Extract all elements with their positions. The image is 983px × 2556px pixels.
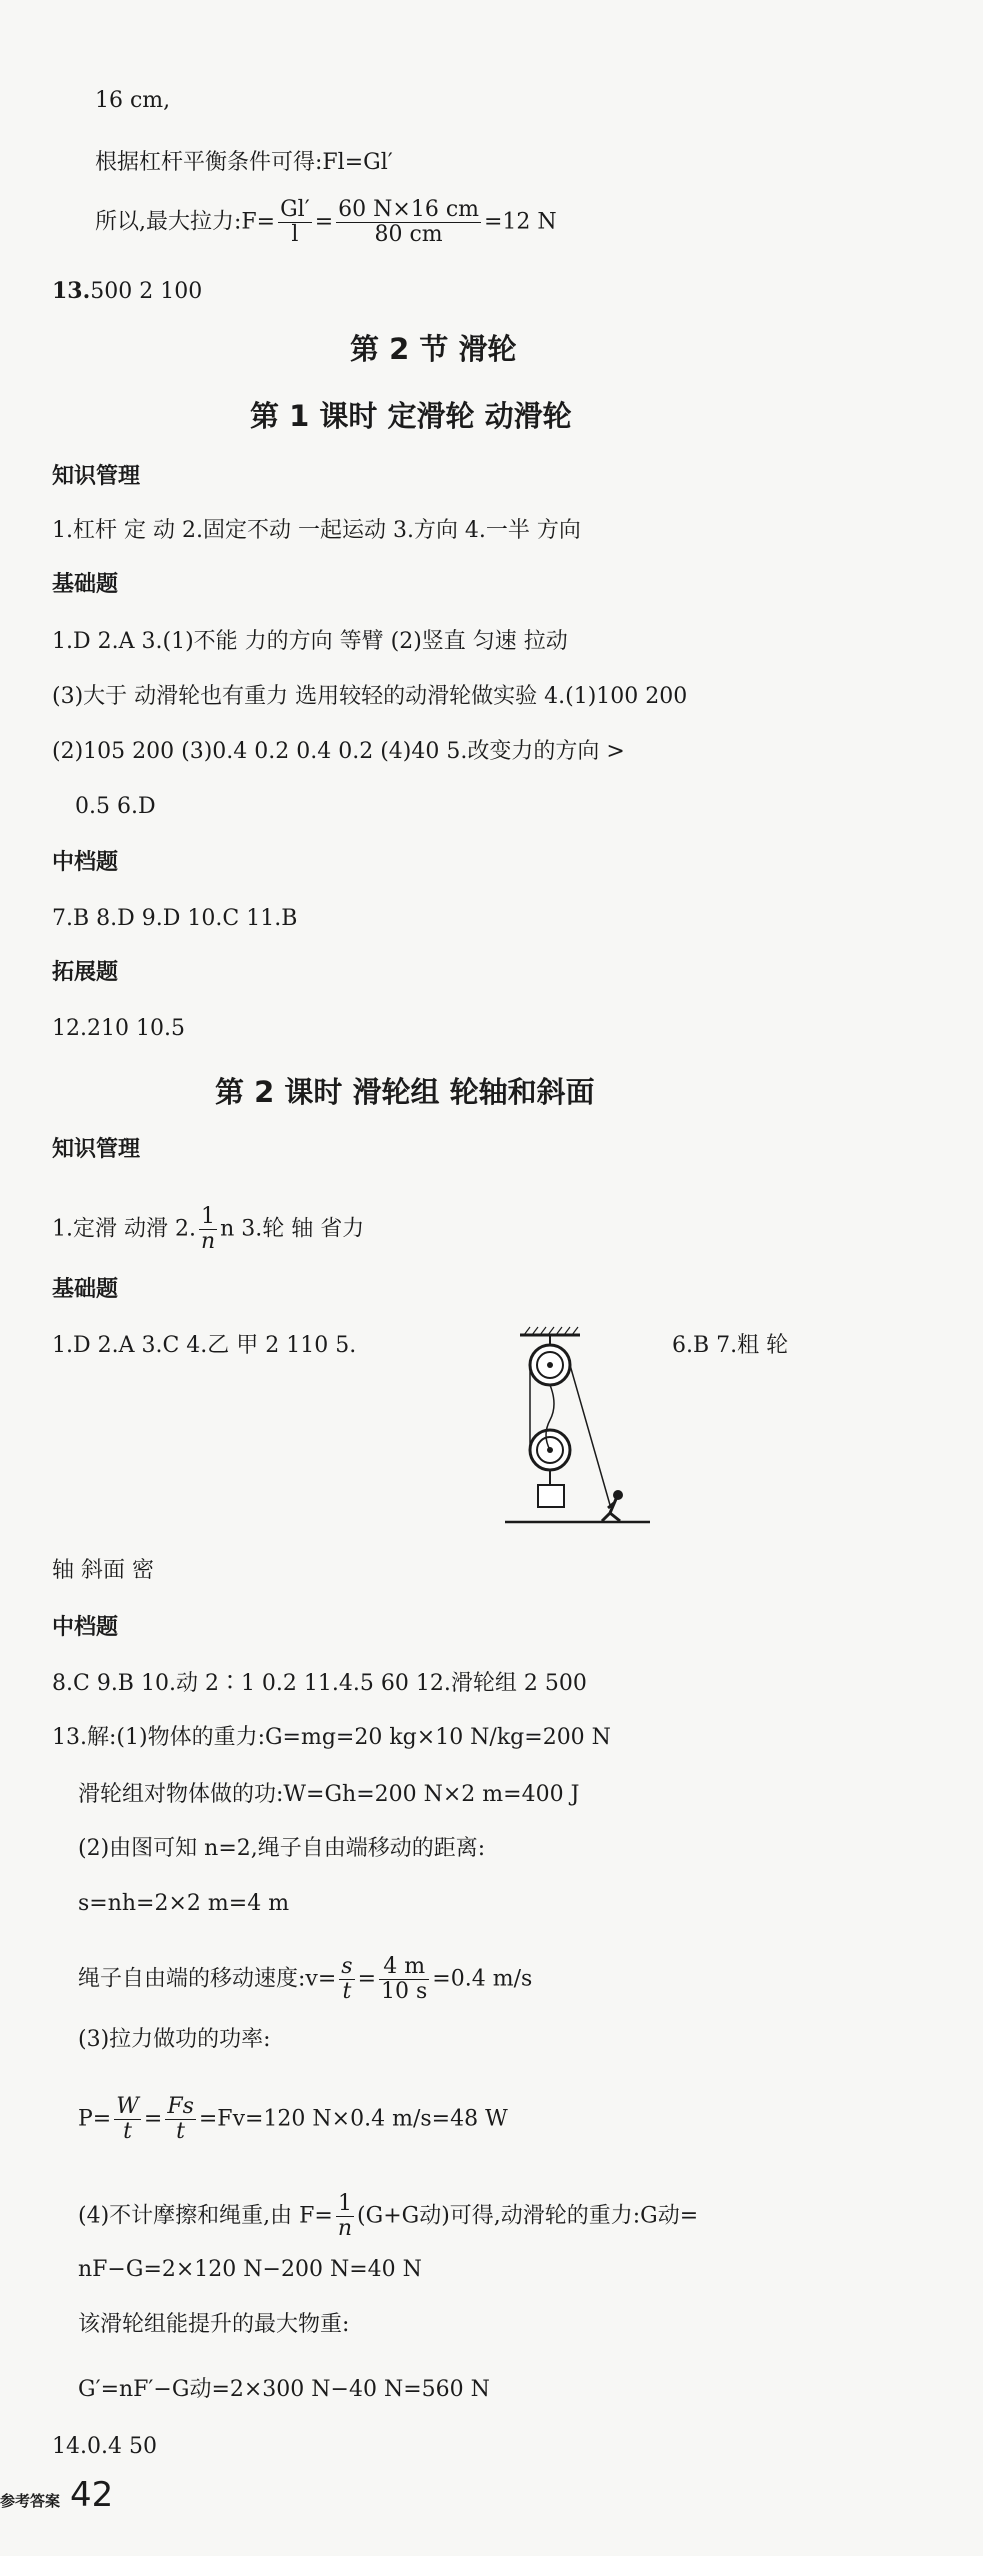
solution-line: 13.解:(1)物体的重力:G=mg=20 kg×10 N/kg=200 N — [52, 1725, 611, 1750]
pulley-diagram — [500, 1325, 660, 1535]
answer-line: 8.C 9.B 10.动 2∶1 0.2 11.4.5 60 12.滑轮组 2 500 — [52, 1671, 587, 1696]
solution-line: (2)由图可知 n=2,绳子自由端移动的距离: — [78, 1836, 486, 1861]
section-title: 第 2 节 滑轮 — [350, 332, 517, 366]
subheading: 基础题 — [52, 572, 119, 597]
answer-line: 13.500 2 100 — [52, 278, 203, 304]
subheading: 基础题 — [52, 1277, 119, 1302]
fraction: $\frac{1}{n}$ — [200, 1204, 216, 1254]
equation-line: (4)不计摩擦和绳重,由 F= $\frac{1}{n}$ (G+G动)可得,动滑轮的重力:G动= — [78, 2191, 699, 2241]
fraction: $\frac{Fs}{t}$ — [167, 2094, 194, 2144]
answer-line: 1.定滑 动滑 2. $\frac{1}{n}$ n 3.轮 轴 省力 — [52, 1204, 365, 1254]
answer-line: 1.D 2.A 3.(1)不能 力的方向 等臂 (2)竖直 匀速 拉动 — [52, 629, 568, 654]
subheading: 知识管理 — [52, 464, 141, 489]
fraction: $\frac{W}{t}$ — [116, 2094, 139, 2144]
solution-line: G′=nF′−G动=2×300 N−40 N=560 N — [78, 2377, 490, 2402]
lesson-title: 第 2 课时 滑轮组 轮轴和斜面 — [215, 1075, 595, 1109]
equation-text: = — [314, 209, 334, 235]
footer-label: 参考答案 — [0, 2492, 61, 2510]
answer-line: 14.0.4 50 — [52, 2434, 157, 2459]
equation-line — [95, 198, 557, 247]
solution-line: nF−G=2×120 N−200 N=40 N — [78, 2257, 422, 2282]
answer-line: 0.5 6.D — [75, 794, 156, 819]
fraction: $\frac{60 N\times 16 cm}{80 cm}$ — [338, 197, 479, 247]
answer-line: (2)105 200 (3)0.4 0.2 0.4 0.2 (4)40 5.改变力的方向 > — [52, 739, 625, 764]
solution-line: 该滑轮组能提升的最大物重: — [78, 2312, 350, 2337]
subheading: 拓展题 — [52, 960, 119, 985]
subheading: 中档题 — [52, 1615, 119, 1640]
answer-line: 轴 斜面 密 — [52, 1558, 154, 1583]
answer-line: (3)大于 动滑轮也有重力 选用较轻的动滑轮做实验 4.(1)100 200 — [52, 684, 688, 709]
answer-line: 1.D 2.A 3.C 4.乙 甲 2 110 5. — [52, 1333, 357, 1358]
fraction: $\frac{1}{n}$ — [337, 2191, 353, 2241]
text-line: 根据杠杆平衡条件可得:Fl=Gl′ — [95, 150, 393, 175]
equation-text: =12 N — [484, 209, 557, 235]
solution-line: 滑轮组对物体做的功:W=Gh=200 N×2 m=400 J — [78, 1782, 580, 1807]
answer-line: 12.210 10.5 — [52, 1016, 185, 1041]
answer-line: 1.杠杆 定 动 2.固定不动 一起运动 3.方向 4.一半 方向 — [52, 518, 581, 543]
fraction: $\frac{s}{t}$ — [341, 1954, 353, 2004]
solution-line: s=nh=2×2 m=4 m — [78, 1891, 290, 1916]
fraction: $\frac{Gl'}{l}$ — [280, 197, 310, 247]
equation-line: P= $\frac{W}{t}$ = $\frac{Fs}{t}$ =Fv=120 N×0.4 m/s=48 W — [78, 2094, 508, 2144]
text-line: 16 cm, — [95, 88, 171, 113]
solution-line: (3)拉力做功的功率: — [78, 2027, 271, 2052]
page-number: 42 — [70, 2475, 114, 2515]
subheading: 中档题 — [52, 850, 119, 875]
answer-line: 6.B 7.粗 轮 — [672, 1333, 789, 1358]
equation-text: 所以,最大拉力:F= — [95, 209, 276, 235]
fraction: $\frac{4 m}{10 s}$ — [381, 1954, 428, 2004]
equation-line: 绳子自由端的移动速度:v= $\frac{s}{t}$ = $\frac{4 m}{10 s}$ =0.4 m/s — [78, 1954, 533, 2004]
lesson-title: 第 1 课时 定滑轮 动滑轮 — [250, 399, 572, 433]
answer-line: 7.B 8.D 9.D 10.C 11.B — [52, 906, 298, 931]
subheading: 知识管理 — [52, 1137, 141, 1162]
